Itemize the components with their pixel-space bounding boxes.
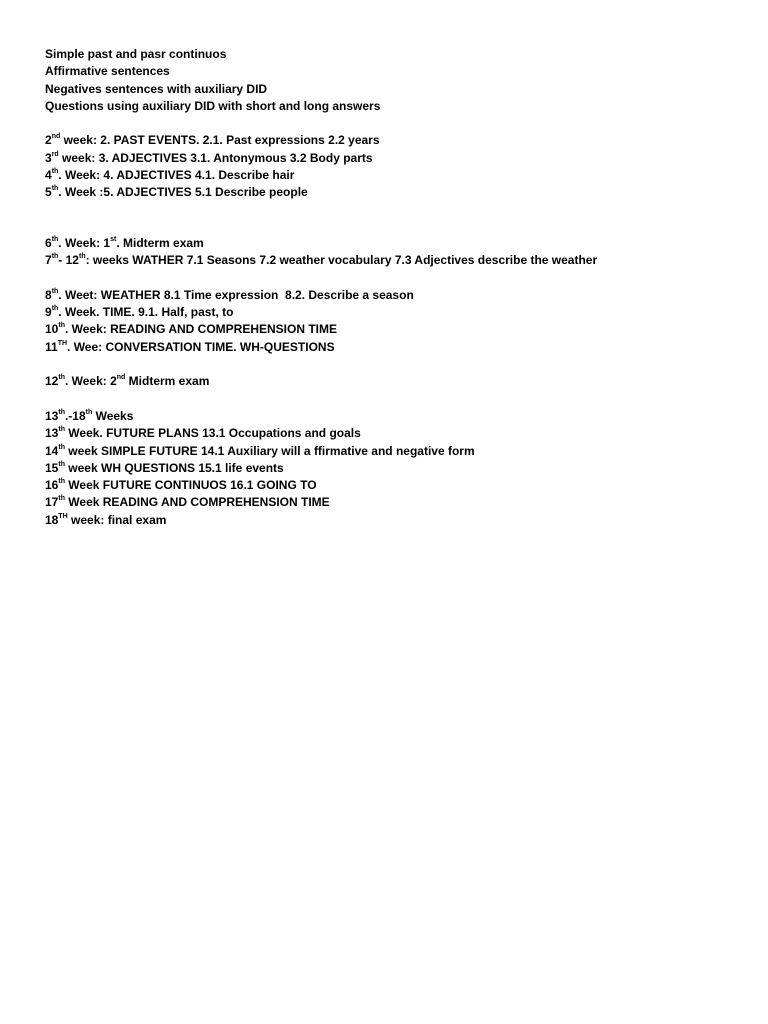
week-text: Week READING AND COMPREHENSION TIME [64,495,330,510]
intro-line: Negatives sentences with auxiliary DID [45,81,268,96]
week-text: week: 3. ADJECTIVES 3.1. Antonymous 3.2 Body parts [58,150,373,165]
ordinal-suffix: nd [51,133,61,141]
week-text: Midterm exam [125,374,210,389]
ordinal-suffix: th [51,287,59,295]
week-16-line [45,477,745,494]
ordinal-suffix: th [58,478,65,486]
ordinal-suffix: rd [51,150,59,158]
intro-line: Simple past and pasr continuos [45,47,227,61]
week-text: . Week: 1 [58,235,111,250]
week-number: 3 [45,150,52,165]
ordinal-suffix: th [58,460,65,468]
week-15-line [45,460,745,477]
week-text: .-18 [64,408,86,423]
week-text: . Weet: WEATHER 8.1 Time expression 8.2. Describe a season [58,287,414,302]
week-18-line [45,512,745,529]
week-text: - 12 [58,253,79,268]
week-text: Weeks [92,408,134,423]
ordinal-suffix: th [58,495,65,503]
week-4-line [45,167,745,184]
intro-line: Affirmative sentences [45,64,170,79]
ordinal-suffix: th [58,426,65,434]
week-text: . Wee: CONVERSATION TIME. WH-QUESTIONS [67,339,335,354]
week-number: 15 [45,460,59,475]
week-5-line [45,184,745,201]
week-text: week SIMPLE FUTURE 14.1 Auxiliary will a ffirmative and negative form [64,443,475,458]
ordinal-suffix: th [85,408,93,416]
week-number: 18 [45,512,59,527]
week-text: . Week. TIME. 9.1. Half, past, to [58,305,234,320]
week-13-line [45,425,745,442]
spacer [45,219,745,235]
week-text: . Week :5. ADJECTIVES 5.1 Describe people [58,185,308,200]
week-text: . Week: 4. ADJECTIVES 4.1. Describe hair [58,168,295,183]
week-number: 13 [45,426,59,441]
intro-line: Questions using auxiliary DID with short and long answers [45,98,381,113]
week-number: 6 [45,235,52,250]
week-number: 5 [45,185,52,200]
ordinal-suffix: th [51,168,59,176]
week-number: 9 [45,305,52,320]
ordinal-suffix: th [58,322,65,330]
ordinal-suffix: th [58,408,65,416]
week-text: Week FUTURE CONTINUOS 16.1 GOING TO [64,478,317,493]
week-14-line [45,443,745,460]
week-number: 8 [45,287,52,302]
ordinal-suffix: st [110,235,117,243]
week-text: week: final exam [67,512,167,527]
week-number: 12 [45,374,59,389]
week-number: 4 [45,168,52,183]
ordinal-suffix: th [58,374,65,382]
week-11-line [45,339,745,356]
week-number: 14 [45,443,59,458]
spacer [45,356,745,373]
week-17-line [45,494,745,511]
syllabus-text [45,46,745,529]
week-text: week: 2. PAST EVENTS. 2.1. Past expressions 2.2 years [60,133,380,148]
week-3-line [45,150,745,167]
week-9-line [45,304,745,321]
week-number: 16 [45,478,59,493]
spacer [45,115,745,132]
week-10-line [45,321,745,338]
week-number: 7 [45,253,52,268]
week-text: . Week: 2 [64,374,117,389]
week-text: . Midterm exam [116,235,204,250]
week-text: . Week: READING AND COMPREHENSION TIME [64,322,337,337]
week-number: 17 [45,495,59,510]
week-6-line [45,235,745,252]
week-12-line [45,373,745,390]
ordinal-suffix: th [51,253,59,261]
ordinal-suffix: th [58,443,65,451]
week-2-line [45,132,745,149]
ordinal-suffix: th [51,235,59,243]
ordinal-suffix: th [51,305,59,313]
ordinal-suffix: th [51,185,59,193]
week-number: 11 [45,339,58,354]
weeks-13-18-line [45,408,745,425]
week-7-line [45,252,745,269]
week-text: : weeks WATHER 7.1 Seasons 7.2 weather vocabulary 7.3 Adjectives describe the weather [85,253,598,268]
ordinal-suffix: TH [57,339,68,347]
week-number: 10 [45,322,59,337]
ordinal-suffix: nd [116,374,126,382]
spacer [45,270,745,287]
ordinal-suffix: TH [58,512,68,520]
week-text: week WH QUESTIONS 15.1 life events [64,460,284,475]
spacer [45,202,745,219]
week-8-line [45,287,745,304]
spacer [45,391,745,408]
week-number: 13 [45,408,59,423]
week-number: 2 [45,133,52,148]
week-text: Week. FUTURE PLANS 13.1 Occupations and goals [64,426,361,441]
ordinal-suffix: th [78,253,86,261]
